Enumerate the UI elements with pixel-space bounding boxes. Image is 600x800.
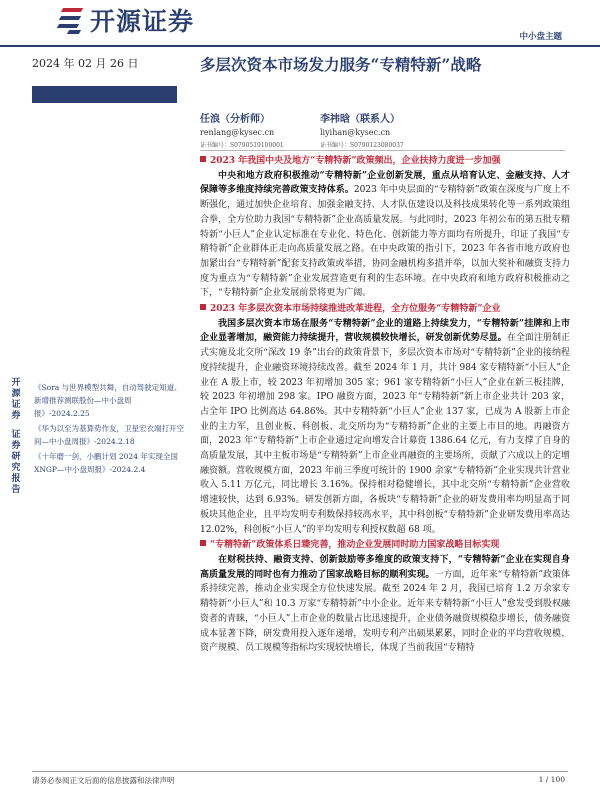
related-report-link[interactable]: 《十年磨一剑，小鹏计划 2024 年实现全国 XNGP—中小盘周报》-2024.2.4 — [34, 452, 178, 474]
side-label: 开 源 证 券 证 券 研 究 报 告 — [11, 378, 21, 495]
square-bullet-icon — [200, 540, 206, 546]
section-lead: 我国多层次资本市场在服务“专精特新”企业的道路上持续发力，“专精特新”挂牌和上市企业显著增加，融资能力持续提升，营收规模较快增长，研发创新优势尽显。 — [200, 318, 570, 344]
section-lead: 中央和地方政府积极推动“专精特新”企业创新发展，重点从培育认定、金融支持、人才保障等多维度持续完善政策支持体系。 — [200, 170, 570, 196]
report-date: 2024 年 02 月 26 日 — [32, 57, 139, 70]
header-accent-bar — [32, 86, 177, 103]
brand-logo — [58, 4, 194, 36]
section-paragraph — [200, 553, 570, 656]
related-report-link[interactable]: 《Sora 与世界模型共舞，自动驾驶定知道、新增推荐测联股份—中小盘周报》-2024.2.25 — [34, 383, 182, 418]
related-report-link[interactable]: 《华为以至为基算势作友，卫星宏衣端打开空间—中小盘周报》-2024.2.18 — [34, 424, 184, 446]
section-text: 一方面，近年来“专精特新”政策体系持续完善，推动企业实现全方位快速发展。截至 2024 年 2 月，我国已培育 1.2 万余家专精特新“小巨人”和 10.3 万家“专精特新”中小企业。近年来专精特新“小巨人”愈发受到股权融资者的青睐，“小巨人”上市企业的数量占比迅速提升，企业债务融资规模稳步增长，债务融资成本显著下降，研发费用投入逐年递增，发明专利产出硕果累累，同时企业的平均营收规模、资产规模、员工规模等指标均实现较快增长，体现了当前我国“专精特 — [200, 569, 570, 654]
analyst-card — [200, 113, 284, 152]
section-text: 在全面注册制正式实施及北交所“深改 19 条”出台的政策背景下，多层次资本市场对“专精特新”企业的接纳程度持续提升，企业融资环境持续改善。截至 2024 年 1 月，共计 984 家专精特新“小巨人”企业在 A 股上市，较 2023 年初增加 305 家；961 家专精特新“小巨人”企业在新三板挂牌，较 2023 年初增加 298 家。IPO 融资方面，2023 年“专精特新”新上市企业共计 203 家，占全年 IPO 比例高达 64.86%。其中专精特新“小巨人”企业 137 家，已成为 A 股新上市企业的主力军，且创业板、科创板、北交所均为“专精特新”企业的主要上市目的地。再融资方面，2023 年“专精特新”上市企业通过定向增发合计募资 1386.64 亿元，有力支撑了自身的高质量发展，其中主板市场是“专精特新”上市企业再融资的主要场所，贡献了六成以上的定增融资额。营收规模方面，2023 年前三季度可统计的 1900 余家“专精特新”企业实现共计营业收入 5.11 万亿元，同比增长 3.16%。保持相对稳健增长，其中北交所“专精特新”企业营收增速较快，达到 6.93%。研发创新方面，各板块“专精特新”企业的研发费用率均明显高于同板块其他企业，且平均发明专利数保持较高水平，其中科创板“专精特新”企业研发费用率高达 12.02%，科创板“小巨人”的平均发明专利授权数超 68 项。 — [200, 333, 570, 535]
section-paragraph — [200, 169, 570, 301]
analyst-email[interactable]: renlang@kysec.cn — [200, 128, 275, 137]
section-heading: 2023 年我国中央及地方“专精特新”政策频出，企业扶持力度进一步加强 — [200, 154, 570, 169]
square-bullet-icon — [200, 304, 206, 310]
section-heading: “专精特新”政策体系日臻完善，推动企业发展同时助力国家战略目标实现 — [200, 538, 570, 553]
square-bullet-icon — [200, 156, 206, 162]
section — [200, 538, 570, 656]
section — [200, 302, 570, 537]
analyst-divider — [200, 150, 565, 151]
report-title: 多层次资本市场发力服务“专精特新”战略 — [200, 55, 482, 74]
report-body — [200, 153, 570, 656]
section — [200, 154, 570, 301]
analyst-name: 任浪（分析师） — [200, 114, 270, 125]
contact-cert: 证书编号：S0790123080037 — [320, 142, 404, 149]
contact-name: 李祎晗（联系人） — [320, 114, 400, 125]
contact-email[interactable]: liyihan@kysec.cn — [320, 128, 391, 137]
section-heading: 2023 年多层次资本市场持续推进改革进程，全方位服务“专精特新”企业 — [200, 302, 570, 317]
section-text: 2023 年中央层面的“专精特新”政策在深度与广度上不断强化，通过加快企业培育、加强金融支持、人才队伍建设以及科技成果转化等一系列政策组合拳，全方位助力我国“专精特新”企业高质量发展。与此同时，2023 年初公布的第五批专精特新“小巨人”企业认定标准在专业化、特色化、创新能力等方面均有所提升，印证了我国“专精特新”企业群体正走向高质量发展之路。在中央政策的指引下，2023 年各省市地方政府也加紧出台“专精特新”配套支持政策或举措，协同金融机构多措并举，以加大奖补和融资支持力度为重点为“专精特新”企业发展营造更有利的生态环境。在中央政府和地方政府积极推动之下，“专精特新”企业发展前景将更为广阔。 — [200, 185, 570, 299]
related-reports — [34, 381, 184, 478]
section-lead: 在财税扶持、融资支持、创新鼓励等多维度的政策支持下，“专精特新”企业在实现自身高质量发展的同时也有力推动了国家战略目标的顺利实现。 — [200, 554, 570, 580]
header-rule — [0, 45, 600, 47]
footer-disclaimer: 请务必参阅正文后面的信息披露和法律声明 — [32, 776, 175, 785]
logo-text: 开源证券 — [90, 7, 195, 36]
report-category-tag: 中小盘主题 — [519, 32, 562, 42]
logo-mark-icon — [58, 5, 86, 35]
contact-card — [320, 113, 404, 152]
section-paragraph — [200, 317, 570, 538]
page-number: 1 / 100 — [538, 775, 565, 784]
footer-rule — [32, 771, 568, 772]
analyst-cert: 证书编号：S0790519100001 — [200, 142, 284, 149]
